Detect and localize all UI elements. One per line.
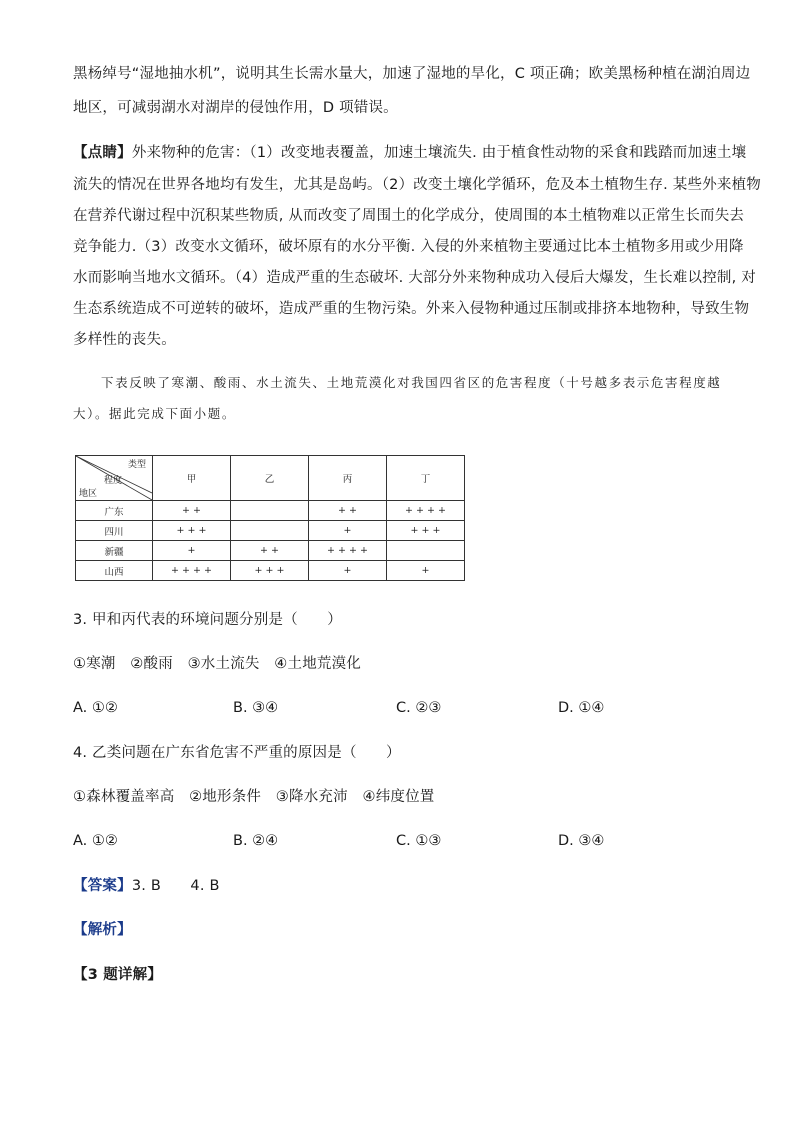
column-header: 丙 xyxy=(309,456,387,501)
intro-line: 大）。据此完成下面小题。 xyxy=(73,406,236,421)
answer-text: 3. B 4. B xyxy=(131,878,220,894)
commentary-line: 水而影响当地水文循环。（4）造成严重的生态破坏. 大部分外来物种成功入侵后大爆发，生长难以控制, 对 xyxy=(73,270,756,286)
option-b[interactable]: B. ③④ xyxy=(233,700,279,716)
table-cell xyxy=(387,541,465,561)
option-a[interactable]: A. ①② xyxy=(73,700,118,716)
header-type: 类型 xyxy=(128,460,147,470)
table-cell: + xyxy=(153,541,231,561)
table-cell: + xyxy=(309,561,387,581)
table-cell: + + + + xyxy=(153,561,231,581)
table-row xyxy=(76,561,465,581)
analysis-label: 【解析】 xyxy=(73,922,132,938)
table-cell: + xyxy=(387,561,465,581)
option-b[interactable]: B. ②④ xyxy=(233,833,279,849)
commentary-line: 生态系统造成不可逆转的破坏，造成严重的生物污染。外来入侵物种通过压制或排挤本地物种，导致生物 xyxy=(73,301,750,317)
question-4-stem: 4. 乙类问题在广东省危害不严重的原因是（ ） xyxy=(73,745,401,761)
column-header: 乙 xyxy=(231,456,309,501)
detail-label: 【3 题详解】 xyxy=(73,967,163,983)
option-d[interactable]: D. ③④ xyxy=(558,833,605,849)
table-cell: + + + xyxy=(153,521,231,541)
row-region: 新疆 xyxy=(76,541,153,561)
question-3-items: ①寒潮 ②酸雨 ③水土流失 ④土地荒漠化 xyxy=(73,656,361,672)
question-3-stem: 3. 甲和丙代表的环境问题分别是（ ） xyxy=(73,612,342,628)
option-a[interactable]: A. ①② xyxy=(73,833,118,849)
question-3-options xyxy=(73,698,723,718)
table-row xyxy=(76,521,465,541)
table-cell: + + xyxy=(309,501,387,521)
option-c[interactable]: C. ①③ xyxy=(396,833,442,849)
table-cell: + + + + xyxy=(309,541,387,561)
column-header: 甲 xyxy=(153,456,231,501)
commentary-line: 流失的情况在世界各地均有发生，尤其是岛屿。（2）改变土壤化学循环，危及本土植物生存. 某些外来植物 xyxy=(73,177,761,193)
column-header: 丁 xyxy=(387,456,465,501)
row-region: 山西 xyxy=(76,561,153,581)
diagonal-header-cell xyxy=(76,456,153,501)
header-region: 地区 xyxy=(79,489,98,499)
table-cell: + xyxy=(309,521,387,541)
commentary-line: 在营养代谢过程中沉积某些物质, 从而改变了周围土的化学成分，使周围的本土植物难以正常生长而失去 xyxy=(73,208,745,224)
option-d[interactable]: D. ①④ xyxy=(558,700,605,716)
table-cell xyxy=(231,521,309,541)
table-row xyxy=(76,541,465,561)
table-cell: + + xyxy=(153,501,231,521)
table-header-row xyxy=(76,456,465,501)
row-region: 广东 xyxy=(76,501,153,521)
question-4-options xyxy=(73,831,723,851)
intro-line: 下表反映了寒潮、酸雨、水土流失、土地荒漠化对我国四省区的危害程度（十号越多表示危害程度越 xyxy=(101,375,722,390)
row-region: 四川 xyxy=(76,521,153,541)
table-row xyxy=(76,501,465,521)
commentary-text: 外来物种的危害：（1）改变地表覆盖，加速土壤流失. 由于植食性动物的采食和践踏而加速土壤 xyxy=(131,145,747,161)
question-4-items: ①森林覆盖率高 ②地形条件 ③降水充沛 ④纬度位置 xyxy=(73,789,435,805)
table-cell xyxy=(231,501,309,521)
commentary-label: 【点睛】 xyxy=(73,145,132,161)
answer-line xyxy=(73,876,723,896)
commentary-line: 竞争能力.（3）改变水文循环，破坏原有的水分平衡. 入侵的外来植物主要通过比本土植物多用或少用降 xyxy=(73,239,744,255)
option-c[interactable]: C. ②③ xyxy=(396,700,442,716)
table-cell: + + + xyxy=(387,521,465,541)
answer-label: 【答案】 xyxy=(73,878,132,894)
table-cell: + + + xyxy=(231,561,309,581)
paragraph-line: 黑杨绰号“湿地抽水机”，说明其生长需水量大，加速了湿地的旱化，C 项正确；欧美黑杨种植在湖泊周边 xyxy=(73,66,751,82)
commentary-line xyxy=(73,143,747,163)
table-cell: + + xyxy=(231,541,309,561)
paragraph-line: 地区，可减弱湖水对湖岸的侵蚀作用，D 项错误。 xyxy=(73,100,398,116)
hazard-table xyxy=(75,455,465,581)
table-cell: + + + + xyxy=(387,501,465,521)
header-degree: 程度 xyxy=(104,476,123,486)
commentary-line: 多样性的丧失。 xyxy=(73,332,176,348)
